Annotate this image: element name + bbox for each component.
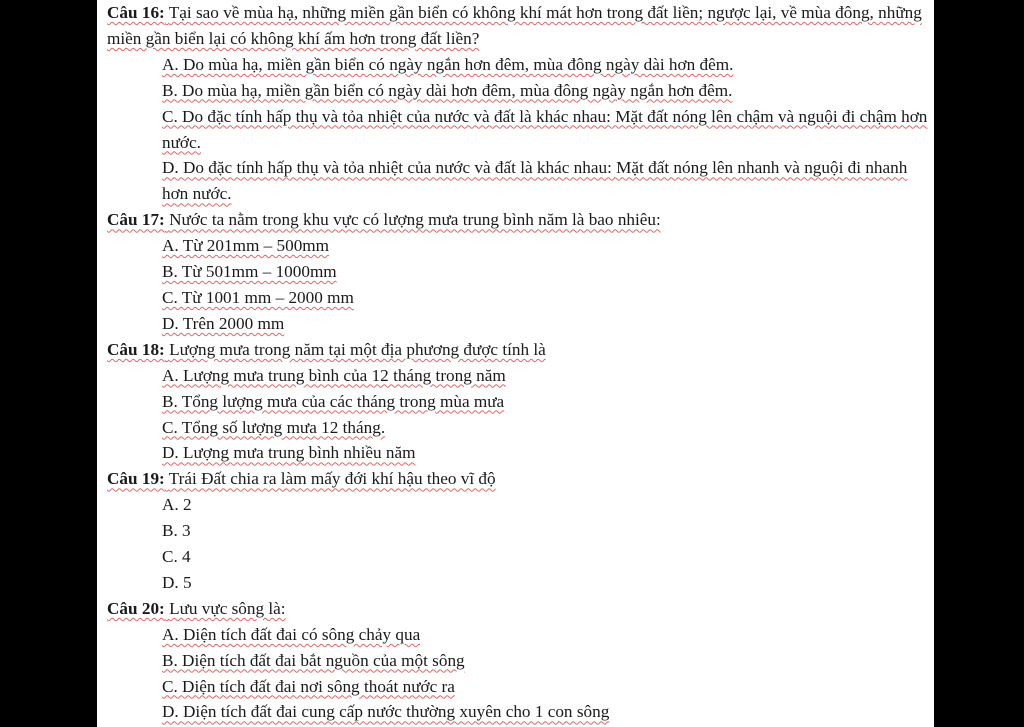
option-c: C. 4 bbox=[162, 547, 191, 567]
question-text: Lượng mưa trong năm tại một địa phương được tính là bbox=[169, 339, 546, 359]
quiz-content bbox=[107, 0, 931, 725]
question-text: Trái Đất chia ra làm mấy đới khí hậu theo vĩ độ bbox=[168, 469, 496, 489]
document-page bbox=[97, 0, 934, 727]
question-number: Câu 18: bbox=[107, 339, 165, 359]
option-b: B. Do mùa hạ, miền gần biển có ngày dài hơn đêm, mùa đông ngày ngắn hơn đêm. bbox=[162, 80, 733, 100]
option-c: C. Tổng số lượng mưa 12 tháng. bbox=[162, 417, 386, 437]
question-16 bbox=[107, 0, 931, 207]
option-b: B. 3 bbox=[162, 521, 191, 541]
option-a: A. Do mùa hạ, miền gần biển có ngày ngắn hơn đêm, mùa đông ngày dài hơn đêm. bbox=[162, 54, 734, 74]
option-d: D. Trên 2000 mm bbox=[162, 313, 285, 333]
option-a: A. Lượng mưa trung bình của 12 tháng trong năm bbox=[162, 365, 506, 385]
question-number: Câu 17: bbox=[107, 210, 165, 230]
question-text: Lưu vực sông là: bbox=[169, 598, 286, 618]
option-b: B. Từ 501mm – 1000mm bbox=[162, 262, 337, 282]
question-18 bbox=[107, 337, 931, 467]
options-list bbox=[107, 622, 931, 726]
options-list bbox=[107, 52, 931, 207]
option-a: A. Từ 201mm – 500mm bbox=[162, 236, 330, 256]
option-d: D. 5 bbox=[162, 572, 192, 592]
question-20 bbox=[107, 596, 931, 726]
option-d: D. Lượng mưa trung bình nhiều năm bbox=[162, 443, 416, 463]
option-d: D. Diện tích đất đai cung cấp nước thường xuyên cho 1 con sông bbox=[162, 702, 610, 722]
options-list bbox=[107, 492, 931, 596]
question-19 bbox=[107, 466, 931, 596]
option-c: C. Do đặc tính hấp thụ và tỏa nhiệt của nước và đất là khác nhau: Mặt đất nóng lên chậm và nguội đi chậm hơn nước. bbox=[162, 106, 928, 152]
question-number: Câu 20: bbox=[107, 598, 165, 618]
options-list bbox=[107, 233, 931, 337]
question-17 bbox=[107, 207, 931, 337]
options-list bbox=[107, 363, 931, 467]
option-d: D. Do đặc tính hấp thụ và tỏa nhiệt của nước và đất là khác nhau: Mặt đất nóng lên nhanh và nguội đi nhanh hơn nước. bbox=[162, 158, 908, 204]
option-b: B. Diện tích đất đai bắt nguồn của một sông bbox=[162, 650, 465, 670]
question-text: Nước ta nằm trong khu vực có lượng mưa trung bình năm là bao nhiêu: bbox=[169, 210, 661, 230]
option-c: C. Diện tích đất đai nơi sông thoát nước ra bbox=[162, 676, 455, 696]
question-number: Câu 19: bbox=[107, 469, 165, 489]
option-b: B. Tổng lượng mưa của các tháng trong mùa mưa bbox=[162, 391, 505, 411]
option-a: A. 2 bbox=[162, 495, 192, 515]
question-number: Câu 16: bbox=[107, 3, 165, 22]
option-a: A. Diện tích đất đai có sông chảy qua bbox=[162, 624, 421, 644]
option-c: C. Từ 1001 mm – 2000 mm bbox=[162, 287, 354, 307]
question-text: Tại sao về mùa hạ, những miền gần biển có không khí mát hơn trong đất liền; ngược lại, về mùa đông, những miền gần biển lại có không khí ấm hơn trong đất liền? bbox=[107, 3, 922, 48]
